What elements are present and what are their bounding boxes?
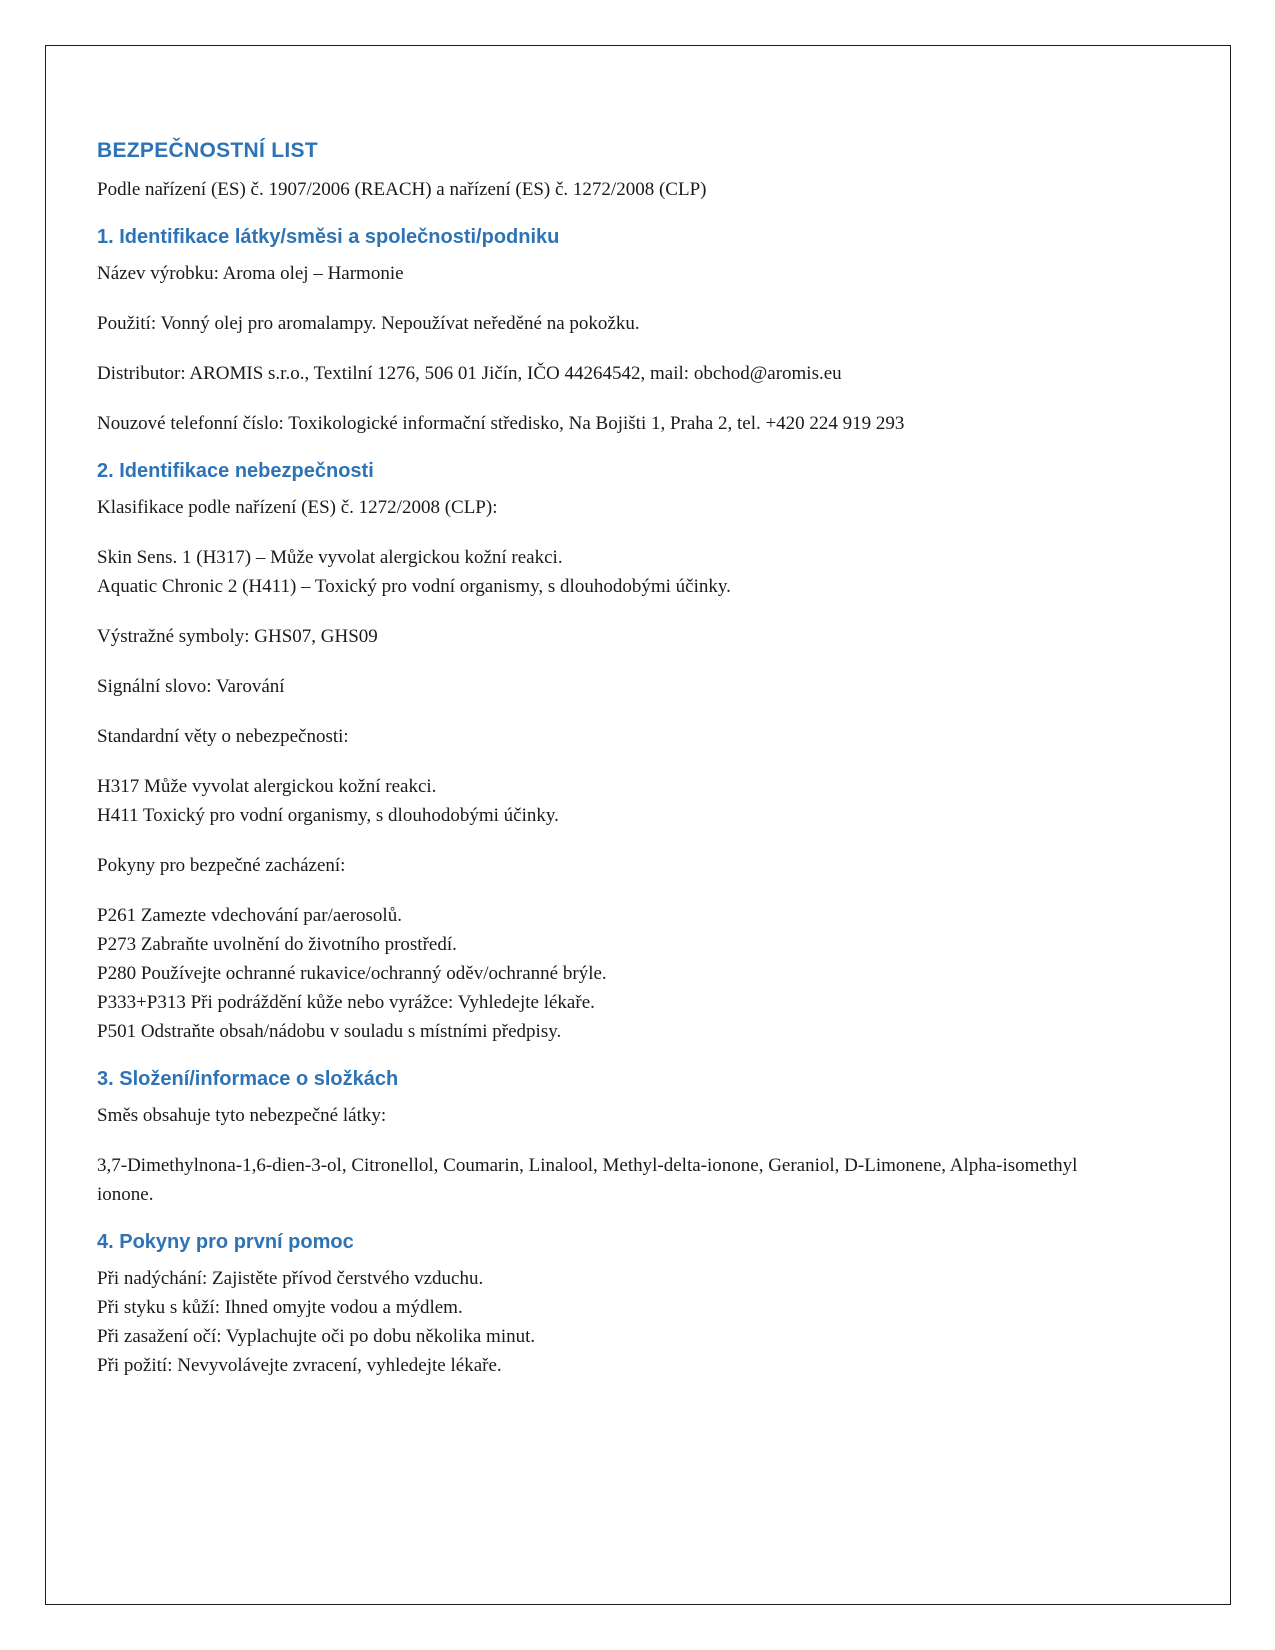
text-line: Název výrobku: Aroma olej – Harmonie <box>97 263 404 284</box>
paragraph <box>97 901 1117 1046</box>
text-line: Nouzové telefonní číslo: Toxikologické informační středisko, Na Bojišti 1, Praha 2, tel. +420 224 919 293 <box>97 413 905 434</box>
paragraph <box>97 543 1117 601</box>
text-line: P261 Zamezte vdechování par/aerosolů. <box>97 905 402 926</box>
paragraph <box>97 309 1117 338</box>
section-heading: 3. Složení/informace o složkách <box>97 1068 399 1090</box>
document-section <box>97 1229 1117 1380</box>
text-line: Distributor: AROMIS s.r.o., Textilní 1276, 506 01 Jičín, IČO 44264542, mail: obchod@aromis.eu <box>97 363 842 384</box>
text-line: Výstražné symboly: GHS07, GHS09 <box>97 626 378 647</box>
paragraph <box>97 672 1117 701</box>
text-line: Směs obsahuje tyto nebezpečné látky: <box>97 1105 387 1126</box>
section-heading: 2. Identifikace nebezpečnosti <box>97 460 374 482</box>
document-section <box>97 458 1117 1046</box>
paragraph <box>97 1101 1117 1130</box>
paragraph <box>97 622 1117 651</box>
text-line: 3,7-Dimethylnona-1,6-dien-3-ol, Citronellol, Coumarin, Linalool, Methyl-delta-ionone, Geraniol, D-Limonene, Alpha-isomethyl ionone. <box>97 1155 1078 1205</box>
document-subtitle: Podle nařízení (ES) č. 1907/2006 (REACH) a nařízení (ES) č. 1272/2008 (CLP) <box>97 179 707 200</box>
text-line: P501 Odstraňte obsah/nádobu v souladu s místními předpisy. <box>97 1021 562 1042</box>
text-line: Signální slovo: Varování <box>97 676 285 697</box>
text-line: Při styku s kůží: Ihned omyjte vodou a mýdlem. <box>97 1297 463 1318</box>
document-section <box>97 1066 1117 1209</box>
text-line: Pokyny pro bezpečné zacházení: <box>97 855 346 876</box>
paragraph <box>97 1151 1117 1209</box>
text-line: Standardní věty o nebezpečnosti: <box>97 726 349 747</box>
document-section <box>97 224 1117 438</box>
text-line: Použití: Vonný olej pro aromalampy. Nepoužívat neředěné na pokožku. <box>97 313 640 334</box>
document-sections <box>97 224 1117 1380</box>
text-line: Skin Sens. 1 (H317) – Může vyvolat alergickou kožní reakci. <box>97 547 563 568</box>
paragraph <box>97 1264 1117 1380</box>
paragraph <box>97 359 1117 388</box>
text-line: Při požití: Nevyvolávejte zvracení, vyhledejte lékaře. <box>97 1355 502 1376</box>
text-line: P333+P313 Při podráždění kůže nebo vyrážce: Vyhledejte lékaře. <box>97 992 595 1013</box>
section-heading: 4. Pokyny pro první pomoc <box>97 1231 354 1253</box>
section-heading: 1. Identifikace látky/směsi a společnosti/podniku <box>97 226 560 248</box>
paragraph <box>97 493 1117 522</box>
paragraph <box>97 409 1117 438</box>
text-line: P280 Používejte ochranné rukavice/ochranný oděv/ochranné brýle. <box>97 963 607 984</box>
paragraph <box>97 259 1117 288</box>
document-title: BEZPEČNOSTNÍ LIST <box>97 139 318 162</box>
text-line: Při nadýchání: Zajistěte přívod čerstvého vzduchu. <box>97 1268 484 1289</box>
document-content <box>97 138 1117 1380</box>
text-line: Při zasažení očí: Vyplachujte oči po dobu několika minut. <box>97 1326 536 1347</box>
text-line: P273 Zabraňte uvolnění do životního prostředí. <box>97 934 457 955</box>
paragraph <box>97 851 1117 880</box>
text-line: H317 Může vyvolat alergickou kožní reakci. <box>97 776 437 797</box>
paragraph <box>97 722 1117 751</box>
document-header <box>97 138 1117 204</box>
text-line: Klasifikace podle nařízení (ES) č. 1272/2008 (CLP): <box>97 497 498 518</box>
paragraph <box>97 772 1117 830</box>
text-line: Aquatic Chronic 2 (H411) – Toxický pro vodní organismy, s dlouhodobými účinky. <box>97 576 731 597</box>
text-line: H411 Toxický pro vodní organismy, s dlouhodobými účinky. <box>97 805 559 826</box>
